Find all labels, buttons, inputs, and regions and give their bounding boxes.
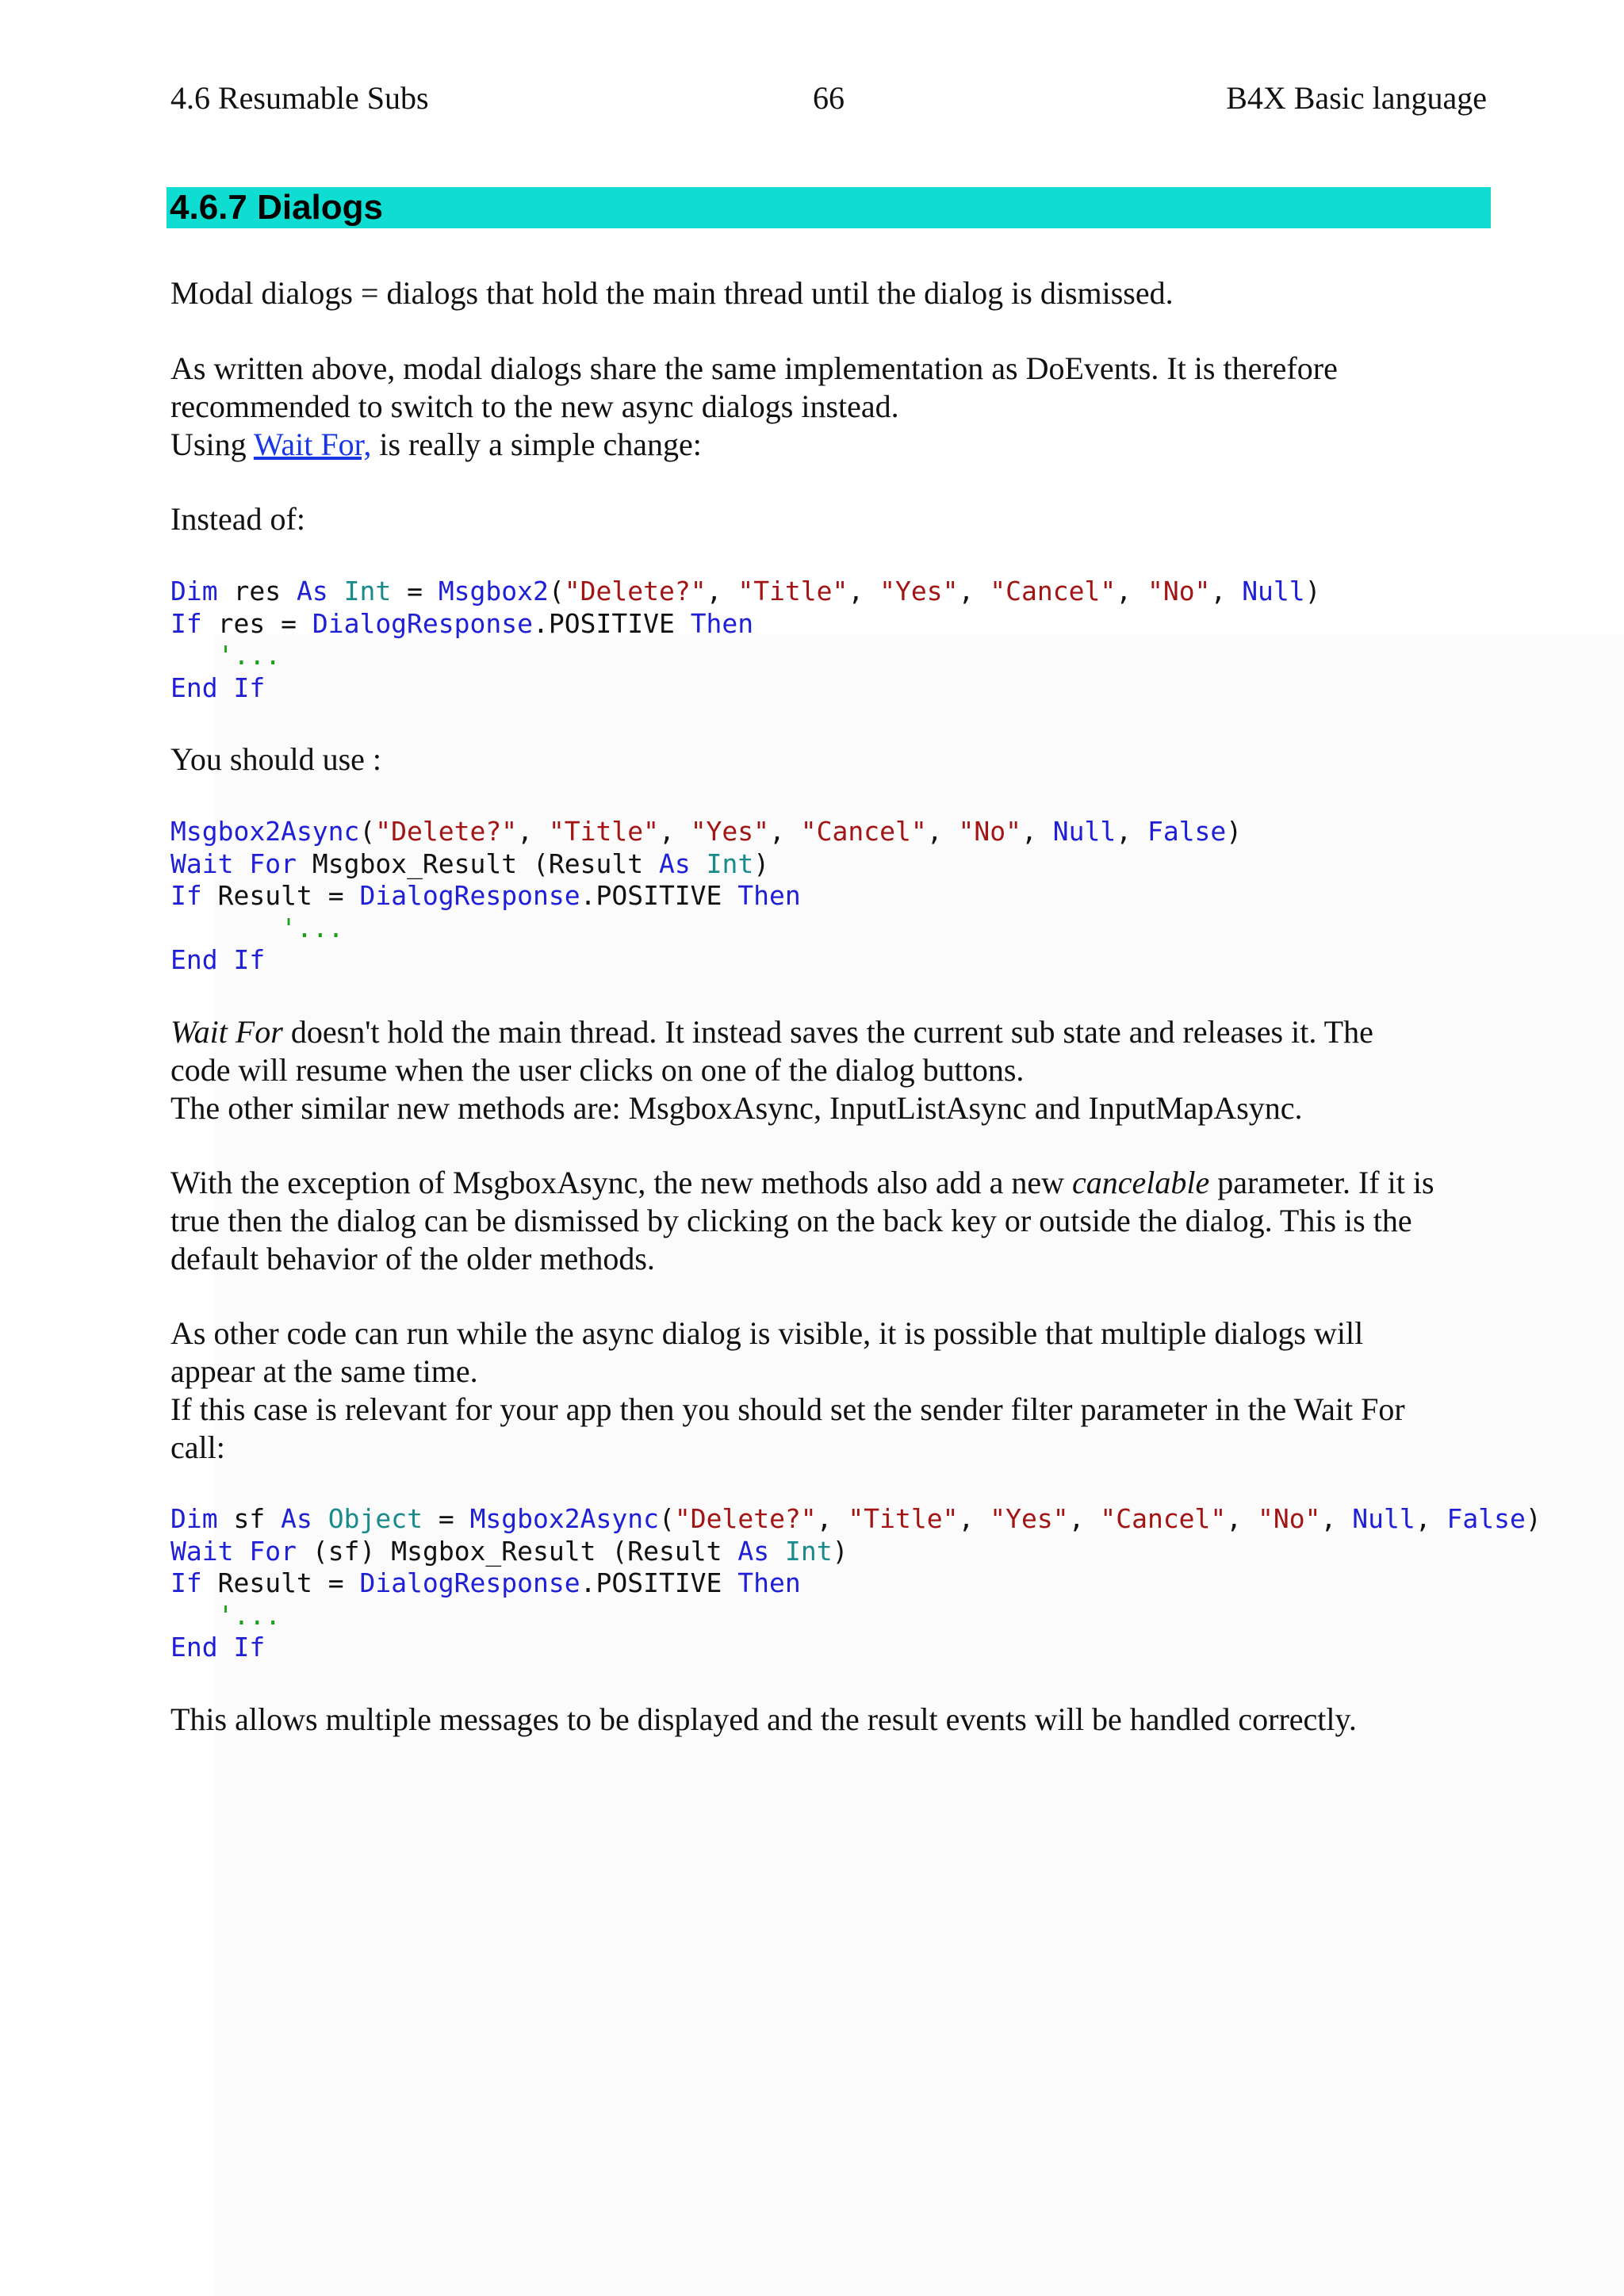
code-token: "Title" [737, 576, 848, 607]
code-comment: '... [217, 1599, 282, 1631]
paragraph-instead-of [170, 500, 1487, 538]
code-token: End [170, 944, 218, 975]
paragraph-text: The other similar new methods are: MsgboxAsync, InputListAsync and InputMapAsync. [170, 1090, 1303, 1126]
code-token: Int [706, 848, 754, 879]
code-token: Dim [170, 576, 218, 607]
code-token: If [170, 1567, 202, 1598]
code-block-async: Msgbox2Async("Delete?", "Title", "Yes", "Cancel", "No", Null, False) Wait For Msgbox_Result (Result As Int) If Result = DialogResponse.POSITIVE Then '... End If [170, 816, 1243, 975]
code-token: Int [343, 576, 392, 607]
paragraph-wait-for-explanation [170, 1013, 1487, 1127]
paragraph-text: Using [170, 427, 254, 462]
paragraph-modal-dialogs [170, 274, 1487, 312]
code-token: DialogResponse [359, 880, 580, 911]
paragraph-you-should-use [170, 740, 1487, 779]
paragraph-text: Instead of: [170, 501, 305, 537]
header-book-title: B4X Basic language [1226, 80, 1487, 116]
paragraph-text: default behavior of the older methods. [170, 1241, 655, 1276]
code-token: As [658, 848, 691, 879]
code-token: Then [737, 1567, 801, 1598]
paragraph-text: You should use : [170, 741, 381, 777]
paragraph-text: true then the dialog can be dismissed by clicking on the back key or outside the dialog. This is the [170, 1203, 1412, 1238]
paragraph-text: If this case is relevant for your app then you should set the sender filter parameter in the Wait For [170, 1391, 1405, 1427]
code-token: "Delete?" [375, 816, 518, 847]
code-token: "Cancel" [1100, 1503, 1227, 1534]
code-token: "Yes" [690, 816, 770, 847]
code-token: If [170, 607, 202, 639]
code-token: Msgbox2 [438, 576, 549, 607]
code-token: "Yes" [879, 576, 959, 607]
code-token: "Cancel" [800, 816, 927, 847]
code-token: sf [233, 1503, 266, 1534]
header-chapter: 4.6 Resumable Subs [170, 80, 429, 116]
code-token: For [249, 1535, 297, 1567]
code-token: Result [548, 848, 644, 879]
code-token: Then [737, 880, 801, 911]
code-token: Msgbox2Async [170, 816, 360, 847]
code-token: "Delete?" [674, 1503, 817, 1534]
paragraph-async-recommendation [170, 350, 1487, 464]
code-token: Null [1352, 1503, 1415, 1534]
code-comment: '... [217, 640, 282, 671]
code-token: DialogResponse [312, 607, 533, 639]
paragraph-multiple-dialogs [170, 1314, 1487, 1467]
code-block-sender-filter: Dim sf As Object = Msgbox2Async("Delete?", "Title", "Yes", "Cancel", "No", Null, FalseWait For (sf) Msgbox_Result (Result As Int) If Result = DialogResponse.POSITIVE Then '... End If [170, 1503, 1526, 1663]
code-token: "Delete?" [564, 576, 707, 607]
code-token: As [737, 1535, 770, 1567]
code-token: For [249, 848, 297, 879]
code-comment: '... [281, 912, 344, 943]
paragraph-cancelable [170, 1164, 1487, 1278]
paragraph-text: doesn't hold the main thread. It instead saves the current sub state and releases it. The [282, 1014, 1373, 1050]
code-token: Object [327, 1503, 423, 1534]
code-token: Result [217, 1567, 312, 1598]
code-token: Result [217, 880, 312, 911]
page-number: 66 [813, 80, 845, 116]
paragraph-text: This allows multiple messages to be displayed and the result events will be handled correctly. [170, 1701, 1357, 1737]
code-token: End [170, 672, 218, 703]
code-token: Dim [170, 1503, 218, 1534]
paragraph-text: cancelable [1072, 1165, 1210, 1200]
code-token: res [233, 576, 282, 607]
code-token: Null [1052, 816, 1116, 847]
code-token: .POSITIVE [533, 607, 675, 639]
code-token: As [296, 576, 328, 607]
code-token: "No" [1147, 576, 1211, 607]
page-header [170, 76, 1487, 121]
paragraph-text: Wait For [170, 1014, 283, 1050]
code-token: End [170, 1632, 218, 1663]
code-token: Msgbox_Result [312, 848, 518, 879]
paragraph-text: recommended to switch to the new async dialogs instead. [170, 388, 899, 424]
paragraph-text: call: [170, 1429, 225, 1465]
code-token: .POSITIVE [580, 880, 722, 911]
code-token: .POSITIVE [580, 1567, 722, 1598]
code-token: sf [327, 1535, 360, 1567]
section-heading: 4.6.7 Dialogs [167, 187, 1491, 228]
code-token: "No" [1258, 1503, 1321, 1534]
code-token: DialogResponse [359, 1567, 580, 1598]
paragraph-text: appear at the same time. [170, 1353, 478, 1389]
code-token: False [1446, 1503, 1526, 1534]
code-token: Msgbox2Async [469, 1503, 659, 1534]
code-token: If [233, 944, 266, 975]
code-token: "Yes" [990, 1503, 1069, 1534]
code-token: "No" [958, 816, 1021, 847]
paragraph-text: parameter. If it is [1209, 1165, 1434, 1200]
paragraph-text: Modal dialogs = dialogs that hold the main thread until the dialog is dismissed. [170, 275, 1174, 311]
code-token: "Cancel" [990, 576, 1116, 607]
code-token: If [233, 1632, 266, 1663]
code-token: res [217, 607, 266, 639]
paragraph-text: With the exception of MsgboxAsync, the new methods also add a new [170, 1165, 1073, 1200]
code-token: Then [690, 607, 754, 639]
code-token: Wait [170, 848, 234, 879]
code-token: Result [627, 1535, 722, 1567]
code-token: Int [784, 1535, 833, 1567]
paragraph-conclusion [170, 1701, 1487, 1739]
code-token: "Title" [548, 816, 659, 847]
paragraph-text: is really a simple change: [371, 427, 702, 462]
paragraph-text: As other code can run while the async dialog is visible, it is possible that multiple dialogs will [170, 1315, 1364, 1351]
code-token: "Title" [848, 1503, 959, 1534]
code-token: False [1147, 816, 1227, 847]
code-token: Wait [170, 1535, 234, 1567]
code-block-modal: Dim res As Int = Msgbox2("Delete?", "Title", "Yes", "Cancel", "No", Null) If res = DialogResponse.POSITIVE Then '... End If [170, 576, 1321, 703]
code-token: Msgbox_Result [391, 1535, 596, 1567]
wait-for-link[interactable]: Wait For, [253, 427, 372, 462]
code-token: Null [1242, 576, 1305, 607]
code-token: If [170, 880, 202, 911]
code-token: If [233, 672, 266, 703]
code-token: As [281, 1503, 312, 1534]
paragraph-text: As written above, modal dialogs share the same implementation as DoEvents. It is therefore [170, 350, 1338, 386]
paragraph-text: code will resume when the user clicks on one of the dialog buttons. [170, 1052, 1025, 1088]
